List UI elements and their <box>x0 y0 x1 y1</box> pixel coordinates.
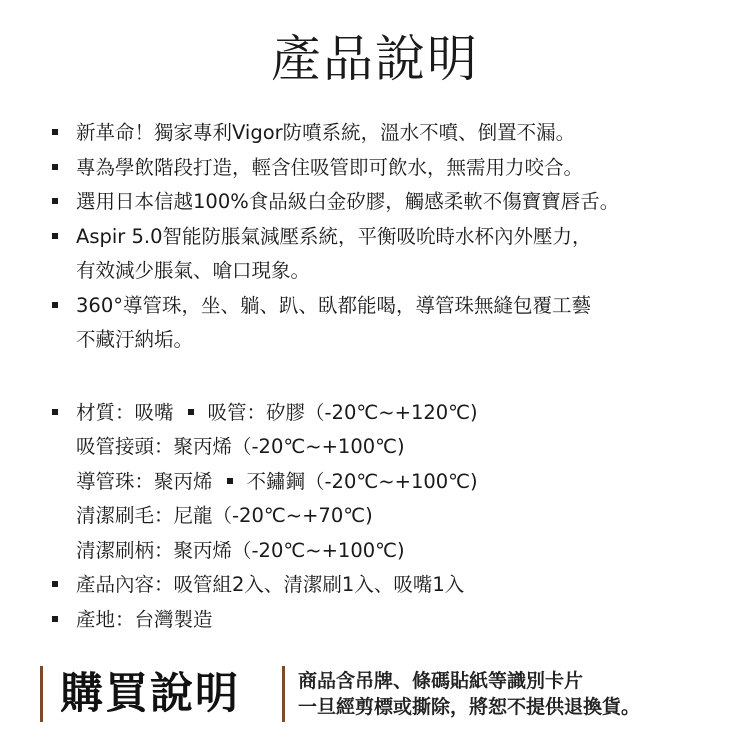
bullet-icon <box>52 616 58 622</box>
bullet-icon <box>52 581 58 587</box>
purchase-notice <box>40 660 740 728</box>
spec-row <box>76 465 742 500</box>
spec-text: 導管珠：聚丙烯 <box>76 469 213 493</box>
spec-text: 吸管：矽膠（-20℃~+120℃) <box>207 400 478 424</box>
list-item <box>52 220 742 289</box>
spacer <box>52 358 742 396</box>
list-item-text: 專為學飲階段打造，輕含住吸管即可飲水，無需用力咬合。 <box>76 155 584 179</box>
list-item-text: 360°導管珠，坐、躺、趴、臥都能喝，導管珠無縫包覆工藝 <box>76 293 591 317</box>
spec-text: 不鏽鋼（-20℃~+100℃) <box>246 469 478 493</box>
spec-row: 吸管接頭：聚丙烯（-20℃~+100℃) <box>76 435 405 458</box>
bullet-icon <box>52 302 58 308</box>
bullet-icon <box>52 129 58 135</box>
list-item-text: Aspir 5.0智能防脹氣減壓系統，平衡吸吮時水杯內外壓力， <box>76 224 592 248</box>
bullet-icon <box>227 478 233 484</box>
spec-row: 產品內容：吸管組2入、清潔刷1入、吸嘴1入 <box>76 573 465 596</box>
spec-contents <box>52 568 742 603</box>
list-item <box>52 116 742 151</box>
spec-text: 材質：吸嘴 <box>76 400 174 424</box>
bullet-icon <box>52 198 58 204</box>
bullet-icon <box>52 164 58 170</box>
list-item <box>52 185 742 220</box>
feature-list <box>52 116 742 637</box>
spec-origin <box>52 603 742 638</box>
spec-row <box>76 396 742 431</box>
divider <box>40 666 43 722</box>
list-item-text: 新革命！獨家專利Vigor防噴系統，溫水不噴、倒置不漏。 <box>76 121 576 144</box>
spec-row: 清潔刷毛：尼龍（-20℃~+70℃) <box>76 504 373 527</box>
spec-row: 產地：台灣製造 <box>76 607 213 631</box>
list-item-text: 不藏汙納垢。 <box>76 328 194 351</box>
notice-line: 一旦經剪標或撕除，將恕不提供退換貨。 <box>298 696 641 718</box>
list-item <box>52 289 742 358</box>
purchase-notice-title: 購買說明 <box>60 669 240 719</box>
spec-row: 清潔刷柄：聚丙烯（-20℃~+100℃) <box>76 538 405 562</box>
page-title: 產品說明 <box>271 30 479 88</box>
spec-material <box>52 396 742 569</box>
list-item-text: 有效減少脹氣、嗆口現象。 <box>76 259 311 282</box>
divider <box>282 666 285 722</box>
bullet-icon <box>52 409 58 415</box>
list-item <box>52 151 742 186</box>
purchase-notice-text <box>298 668 640 720</box>
bullet-icon <box>188 409 194 415</box>
list-item-text: 選用日本信越100%食品級白金矽膠，觸感柔軟不傷寶寶唇舌。 <box>76 190 620 213</box>
notice-line: 商品含吊牌、條碼貼紙等識別卡片 <box>298 670 584 692</box>
bullet-icon <box>52 233 58 239</box>
